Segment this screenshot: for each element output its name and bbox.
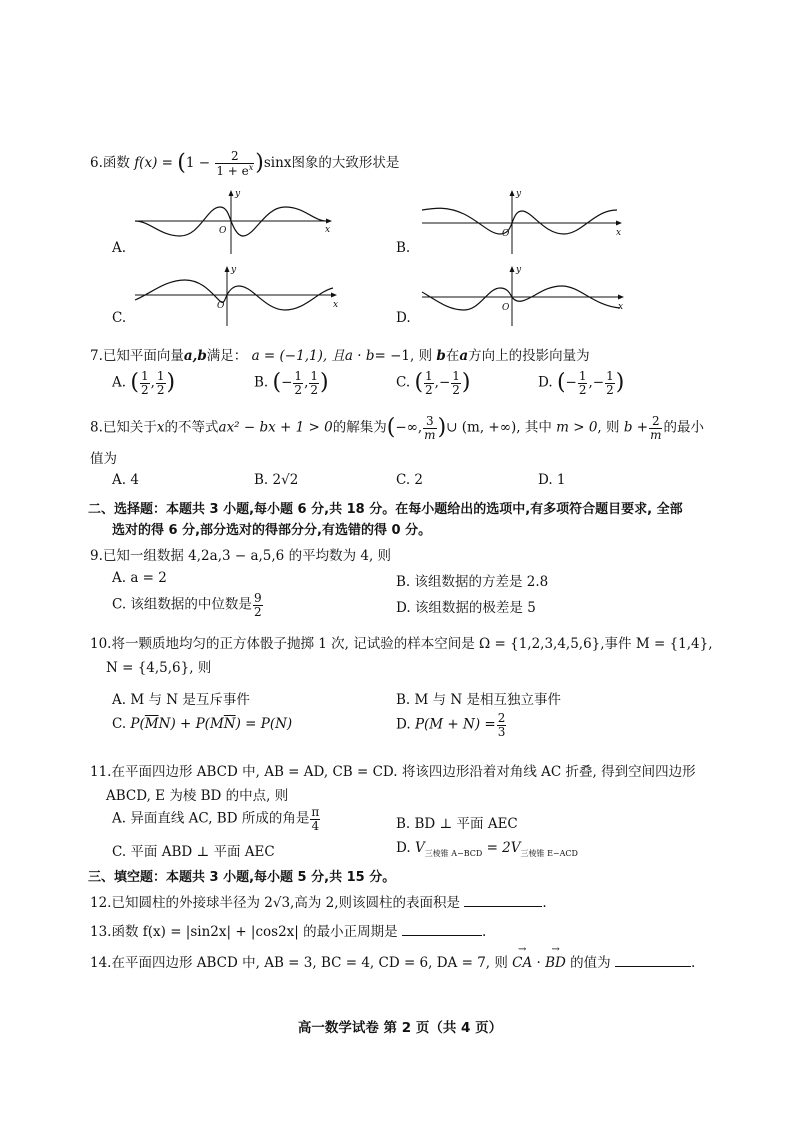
q11-option-a[interactable]: A. 异面直线 AC, BD 所成的角是 $\frac{\pi}{4}$ [112, 805, 320, 833]
q10-option-b[interactable]: B. M 与 N 是相互独立事件 [396, 692, 562, 708]
y-axis-label: y [231, 265, 237, 275]
q7-stem: 7.已知平面向量a,b满足： a = (−1,1), 且a · b= −1, 则 b在a方向上的投影向量为 [90, 348, 590, 364]
q6-graph-b[interactable] [422, 188, 627, 254]
q11-option-b[interactable]: B. BD ⊥ 平面 AEC [396, 816, 518, 832]
y-axis-label: y [516, 265, 522, 275]
origin-label: O [502, 303, 510, 313]
section2-heading: 二、选择题：本题共 3 小题,每小题 6 分,共 18 分。在每小题给出的选项中,有多项符合题目要求, 全部 [88, 502, 683, 517]
q10-stem: 10.将一颗质地均匀的正方体骰子抛掷 1 次, 记试验的样本空间是 Ω = {1,2,3,4,5,6},事件 M = {1,4}, [90, 636, 713, 652]
section2-heading-line2: 选对的得 6 分,部分选对的得部分分,有选错的得 0 分。 [112, 523, 432, 538]
page-footer: 高一数学试卷 第 2 页（共 4 页） [297, 1020, 503, 1036]
x-axis-label: x [325, 225, 331, 235]
q7-option-a[interactable]: A. ( $\frac{1}{2}$ , $\frac{1}{2}$ ) [112, 369, 176, 397]
q8-stem: 8.已知关于x的不等式ax² − bx + 1 > 0的解集为(−∞, $\frac{3}{m}$ )∪ (m, +∞), 其中 m > 0, 则 b + $\frac{2}{m}$ 的最小 [90, 414, 704, 442]
y-axis-label: y [235, 189, 241, 199]
origin-label: O [502, 229, 510, 239]
x-axis-label: x [333, 300, 339, 310]
q8-option-d[interactable]: D. 1 [538, 472, 566, 488]
q11-option-d[interactable]: D. $V_{三棱锥 A-BCD} = 2V_{三棱锥 E-ACD}$ [396, 840, 578, 858]
q7-option-d[interactable]: D. (− $\frac{1}{2}$ ,− $\frac{1}{2}$ ) [538, 369, 625, 397]
q6-option-c-label[interactable]: C. [112, 310, 127, 326]
y-axis-label: y [516, 189, 522, 199]
q8-option-b[interactable]: B. 2√2 [254, 472, 299, 488]
q6-stem: 6.函数 f(x) = (1 − $\frac{2}{1 + e^x}$ )sinx图象的大致形状是 [90, 149, 400, 178]
x-axis-label: x [618, 302, 624, 312]
q9-option-a[interactable]: A. a = 2 [112, 570, 167, 586]
q14: 14.在平面四边形 ABCD 中, AB = 3, BC = 4, CD = 6, DA = 7, 则 → CA · → BD 的值为 . [90, 951, 695, 971]
q6-graph-d[interactable] [422, 264, 632, 326]
q10-stem-line2: N = {4,5,6}, 则 [106, 660, 212, 676]
q7-option-b[interactable]: B. (− $\frac{1}{2}$ , $\frac{1}{2}$ ) [254, 369, 329, 397]
q6-option-b-label[interactable]: B. [396, 240, 411, 256]
q13: 13.函数 f(x) = |sin2x| + |cos2x| 的最小正周期是 . [90, 924, 487, 940]
q8-stem-line2: 值为 [90, 451, 117, 467]
q9-stem: 9.已知一组数据 4,2a,3 − a,5,6 的平均数为 4, 则 [90, 548, 392, 564]
q10-option-a[interactable]: A. M 与 N 是互斥事件 [112, 692, 250, 708]
q8-option-a[interactable]: A. 4 [112, 472, 139, 488]
q9-option-b[interactable]: B. 该组数据的方差是 2.8 [396, 574, 549, 590]
x-axis-label: x [616, 228, 622, 238]
q9-option-d[interactable]: D. 该组数据的极差是 5 [396, 600, 536, 616]
q13-answer-blank[interactable] [402, 935, 482, 936]
q11-option-c[interactable]: C. 平面 ABD ⊥ 平面 AEC [112, 844, 275, 860]
q6-option-a-label[interactable]: A. [112, 240, 127, 256]
origin-label: O [217, 301, 225, 311]
q8-option-c[interactable]: C. 2 [396, 472, 424, 488]
q12-answer-blank[interactable] [464, 906, 542, 907]
q11-stem: 11.在平面四边形 ABCD 中, AB = AD, CB = CD. 将该四边形沿着对角线 AC 折叠, 得到空间四边形 [90, 764, 696, 780]
section3-heading: 三、填空题：本题共 3 小题,每小题 5 分,共 15 分。 [88, 870, 396, 885]
q10-option-d[interactable]: D. P(M + N) = $\frac{2}{3}$ [396, 711, 506, 739]
q10-option-c[interactable]: C. $P(\overline{M}N) + P(M\overline{N}) = P(N)$ [112, 716, 293, 732]
q7-option-c[interactable]: C. ( $\frac{1}{2}$ ,− $\frac{1}{2}$ ) [396, 369, 471, 397]
origin-label: O [219, 226, 227, 236]
q6-option-d-label[interactable]: D. [396, 310, 411, 326]
q14-answer-blank[interactable] [615, 966, 691, 967]
q6-fraction: $\frac{2}{1 + e^x}$ [216, 149, 254, 178]
q11-stem-line2: ABCD, E 为棱 BD 的中点, 则 [106, 788, 289, 804]
q6-graph-c[interactable] [135, 264, 345, 326]
q6-graph-a[interactable] [135, 188, 335, 254]
q12: 12.已知圆柱的外接球半径为 2√3,高为 2,则该圆柱的表面积是 . [90, 895, 547, 911]
q9-option-c[interactable]: C. 该组数据的中位数是 $\frac{9}{2}$ [112, 591, 262, 619]
